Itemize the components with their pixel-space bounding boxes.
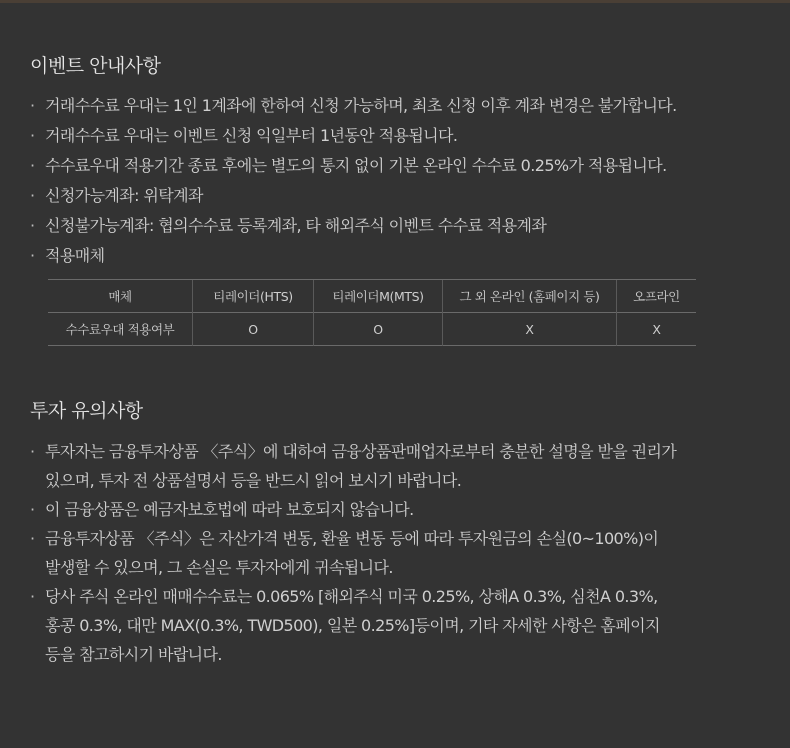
list-item-line: 있으며, 투자 전 상품설명서 등을 반드시 읽어 보시기 바랍니다. <box>45 471 462 490</box>
table-cell: O <box>193 313 314 346</box>
invest-notice-title: 투자 유의사항 <box>30 400 143 422</box>
table-cell: X <box>443 313 617 346</box>
list-item: · 거래수수료 우대는 이벤트 신청 익일부터 1년동안 적용됩니다. <box>30 121 765 151</box>
table-header-cell: 티레이더M(MTS) <box>314 280 443 313</box>
list-item <box>30 437 765 495</box>
list-item-line: 발생할 수 있으며, 그 손실은 투자자에게 귀속됩니다. <box>45 558 393 577</box>
media-table <box>48 279 696 346</box>
table-header-cell: 매체 <box>48 280 193 313</box>
list-item: · 신청가능계좌: 위탁계좌 <box>30 181 765 211</box>
list-item-line: 등을 참고하시기 바랍니다. <box>45 645 222 664</box>
list-item <box>30 582 765 669</box>
table-cell: 수수료우대 적용여부 <box>65 322 175 337</box>
list-item: · 적용매체 <box>30 241 765 271</box>
list-item: · 신청불가능계좌: 협의수수료 등록계좌, 타 해외주식 이벤트 수수료 적용계좌 <box>30 211 765 241</box>
table-cell: O <box>314 313 443 346</box>
list-item-line: · 투자자는 금융투자상품 〈주식〉에 대하여 금융상품판매업자로부터 충분한 설명을 받을 권리가 <box>45 442 677 461</box>
event-notice-title: 이벤트 안내사항 <box>30 55 161 77</box>
table-header-row <box>48 280 696 313</box>
event-notice-list <box>30 91 765 271</box>
list-item-line: · 이 금융상품은 예금자보호법에 따라 보호되지 않습니다. <box>45 500 414 519</box>
list-item <box>30 524 765 582</box>
list-item-line: 홍콩 0.3%, 대만 MAX(0.3%, TWD500), 일본 0.25%]등이며, 기타 자세한 사항은 홈페이지 <box>45 616 660 635</box>
table-header-cell: 오프라인 <box>617 280 697 313</box>
invest-notice-list <box>30 437 765 669</box>
table-row <box>48 313 696 346</box>
table-header-cell: 그 외 온라인 (홈페이지 등) <box>443 280 617 313</box>
list-item-line: · 금융투자상품 〈주식〉은 자산가격 변동, 환율 변동 등에 따라 투자원금의 손실(0~100%)이 <box>45 529 659 548</box>
list-item: · 수수료우대 적용기간 종료 후에는 별도의 통지 없이 기본 온라인 수수료 0.25%가 적용됩니다. <box>30 151 765 181</box>
list-item: · 거래수수료 우대는 1인 1계좌에 한하여 신청 가능하며, 최초 신청 이후 계좌 변경은 불가합니다. <box>30 91 765 121</box>
list-item <box>30 495 765 524</box>
table-header-cell: 티레이더(HTS) <box>193 280 314 313</box>
table-cell: X <box>617 313 697 346</box>
list-item-line: · 당사 주식 온라인 매매수수료는 0.065% [해외주식 미국 0.25%, 상해A 0.3%, 심천A 0.3%, <box>45 587 658 606</box>
